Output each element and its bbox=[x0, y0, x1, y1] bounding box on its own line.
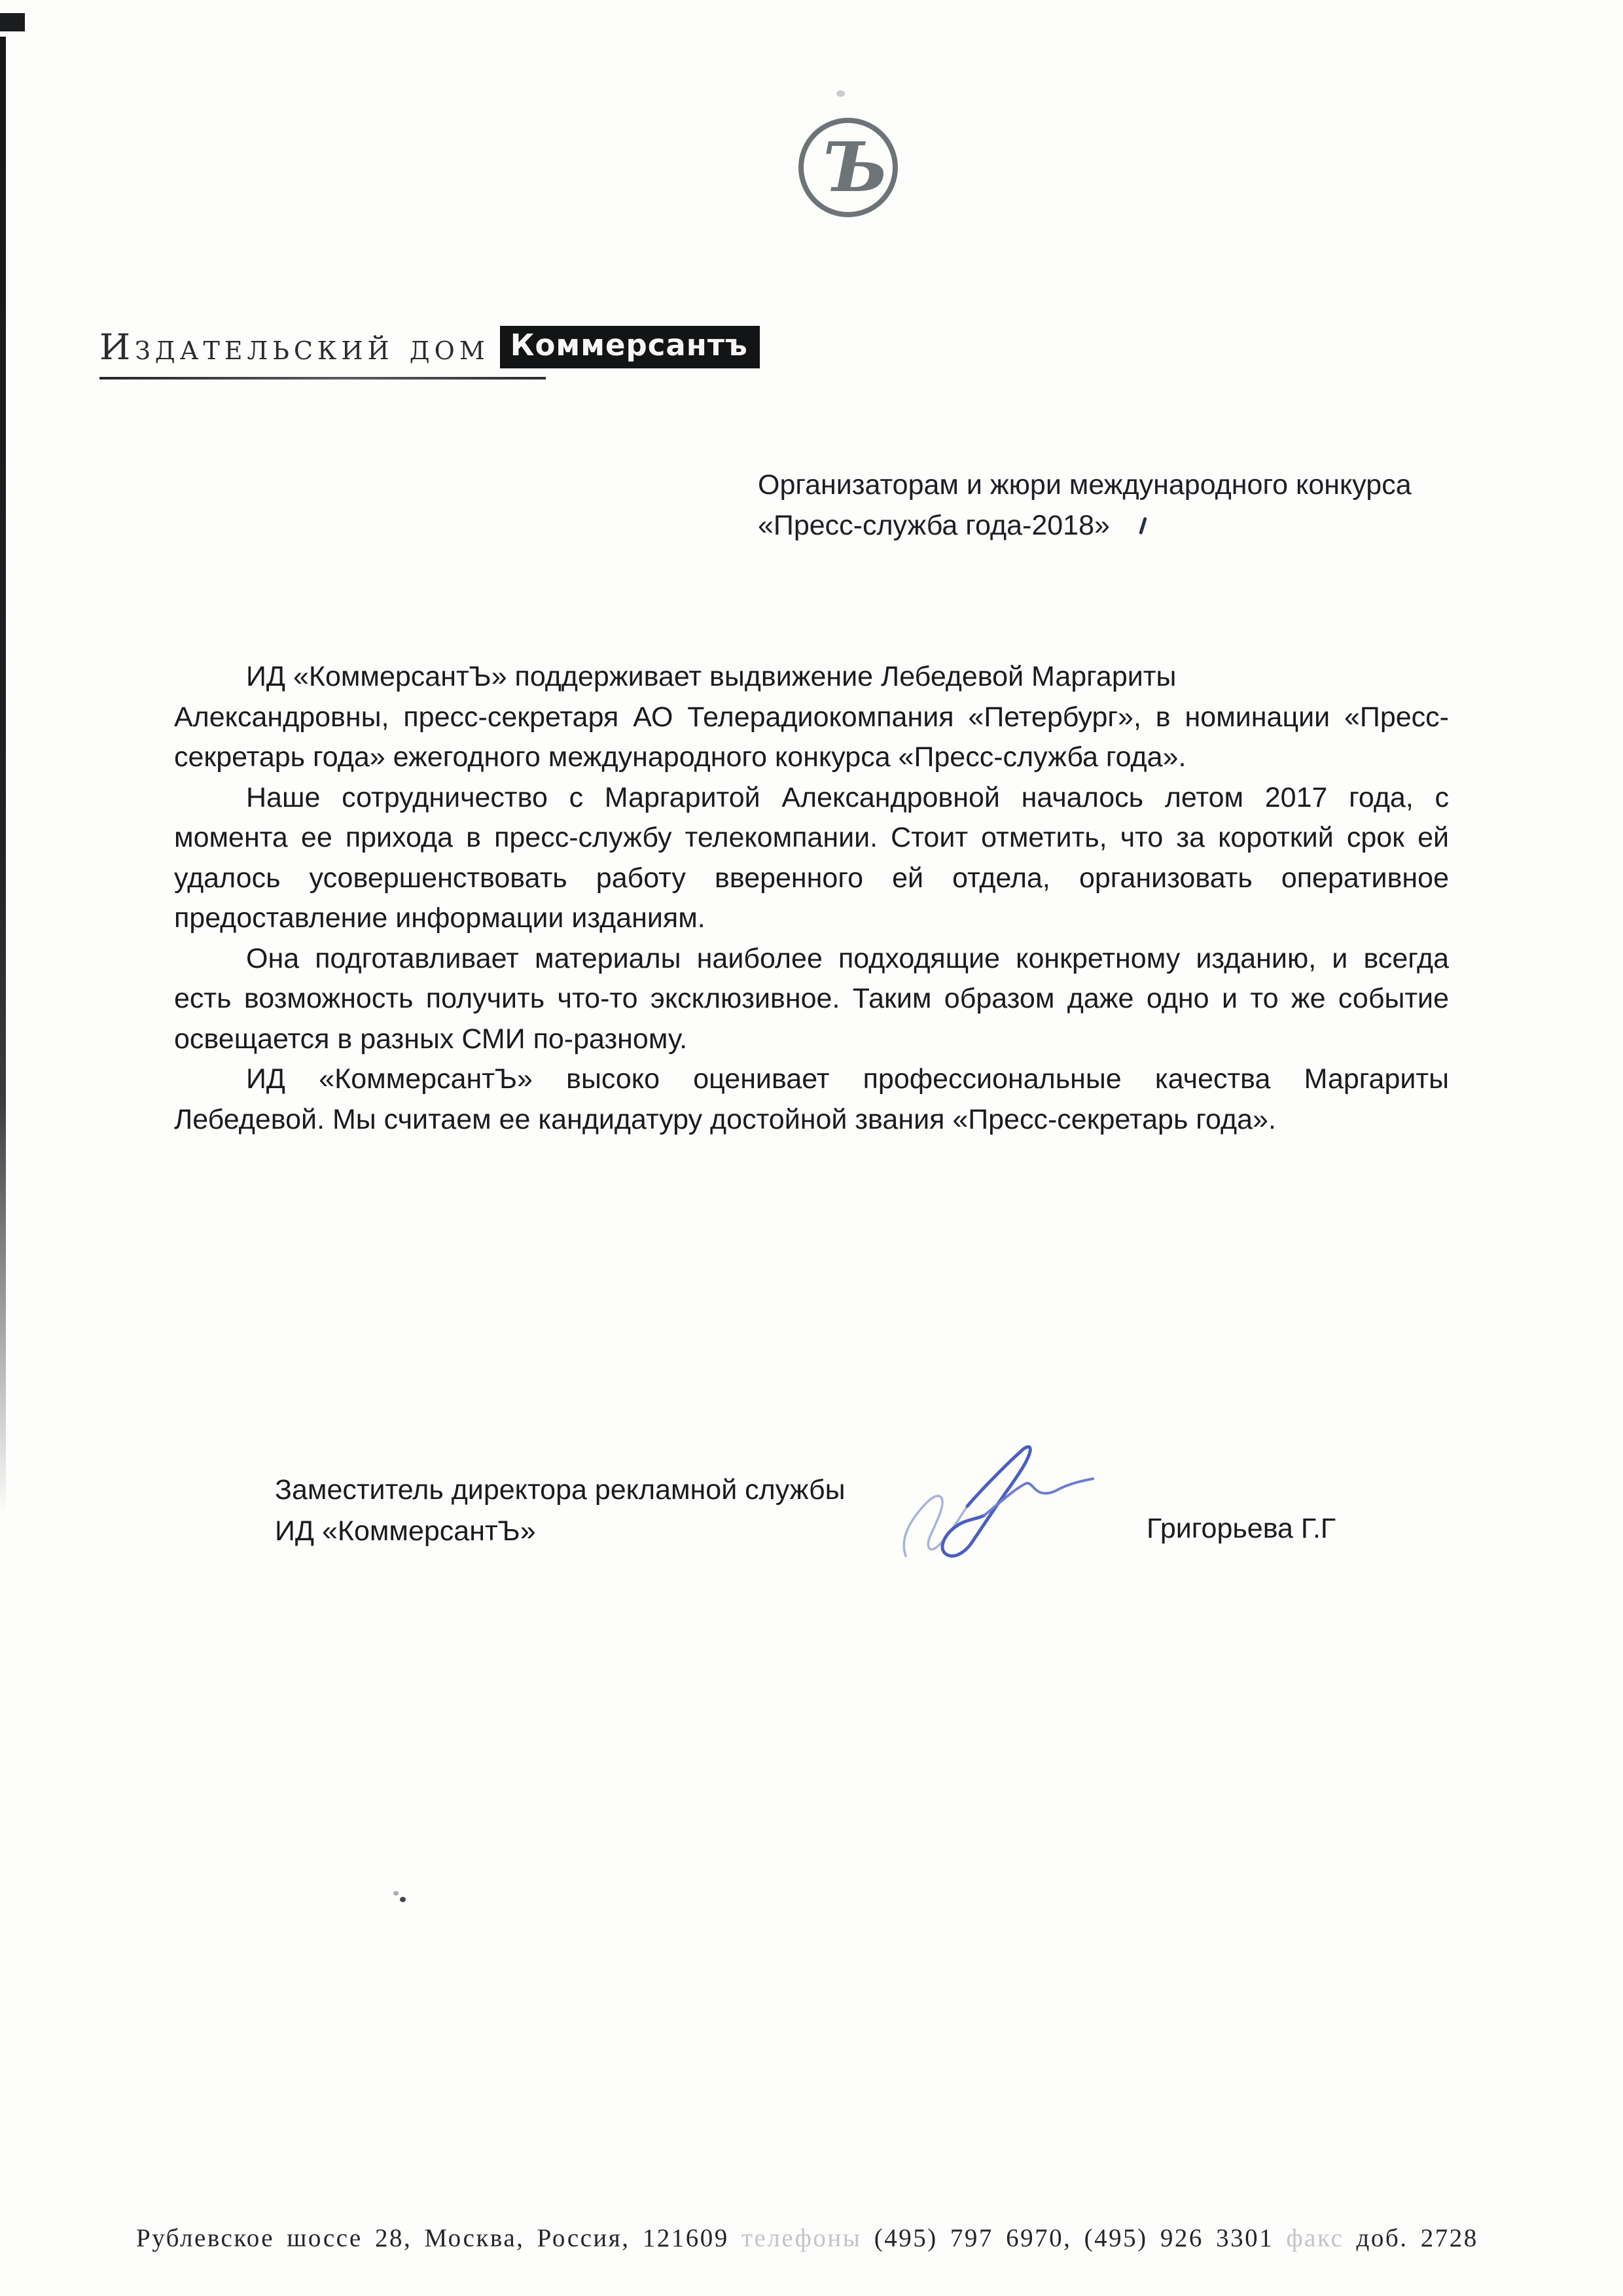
footer-extension: доб. 2728 bbox=[1356, 2224, 1478, 2252]
kommersant-logo bbox=[793, 115, 903, 220]
footer-phones-label: телефоны bbox=[741, 2224, 862, 2252]
addressee-line-2: «Пресс-служба года-2018» bbox=[758, 510, 1110, 541]
body-line: Лебедевой. Мы считаем ее кандидатуру достойной звания «Пресс-секретарь года». bbox=[174, 1103, 1276, 1135]
footer-contact-line bbox=[136, 2223, 1563, 2253]
body-line: ИД «КоммерсантЪ» поддерживает выдвижение Лебедевой Маргариты bbox=[246, 661, 1177, 692]
body-line: Александровны, пресс-секретаря АО Телерадиокомпания «Петербург», в номинации «Пресс- bbox=[174, 701, 1449, 733]
footer-address: Рублевское шоссе 28, Москва, Россия, 121609 bbox=[136, 2224, 729, 2252]
addressee-block bbox=[758, 465, 1543, 546]
body-line: освещается в разных СМИ по-разному. bbox=[174, 1023, 688, 1055]
signature-stroke-flourish bbox=[984, 1479, 1093, 1515]
letterhead-rule bbox=[99, 377, 546, 380]
signatory-title bbox=[275, 1470, 846, 1552]
body-line: ИД «КоммерсантЪ» высоко оценивает профессиональные качества Маргариты bbox=[246, 1063, 1449, 1095]
signatory-title-line-2: ИД «КоммерсантЪ» bbox=[275, 1515, 536, 1547]
letterhead bbox=[99, 326, 760, 368]
scan-speck bbox=[836, 90, 845, 97]
scan-artifact-corner-mark bbox=[0, 13, 25, 31]
footer-phones: (495) 797 6970, (495) 926 3301 bbox=[874, 2224, 1274, 2252]
handwritten-signature bbox=[899, 1443, 1098, 1577]
body-line: предоставление информации изданиям. bbox=[174, 902, 705, 934]
body-line: удалось усовершенствовать работу вверенного ей отдела, организовать оперативное bbox=[174, 862, 1449, 894]
body-line: секретарь года» ежегодного международного конкурса «Пресс-служба года». bbox=[174, 741, 1186, 773]
signer-name: Григорьева Г.Г bbox=[1147, 1513, 1336, 1544]
signature-stroke-main bbox=[942, 1447, 1030, 1556]
kommersant-logo-icon bbox=[793, 115, 903, 220]
body-line: Наше сотрудничество с Маргаритой Александровной началось летом 2017 года, с bbox=[246, 781, 1449, 813]
brand-badge: Коммерсантъ bbox=[500, 326, 760, 368]
body-line: Она подготавливает материалы наиболее подходящие конкретному изданию, и всегда bbox=[246, 942, 1449, 974]
scan-speck bbox=[400, 1897, 406, 1902]
scan-artifact-left-edge-bar bbox=[0, 37, 6, 1515]
signatory-title-line-1: Заместитель директора рекламной службы bbox=[275, 1474, 846, 1506]
footer-fax-label: факс bbox=[1286, 2224, 1344, 2252]
logo-glyph: Ъ bbox=[823, 127, 889, 207]
publisher-label: Издательский дом bbox=[99, 327, 490, 368]
body-line: есть возможность получить что-то эксклюзивное. Таким образом даже одно и то же событие bbox=[174, 983, 1449, 1014]
letter-body bbox=[174, 657, 1449, 1140]
addressee-line-1: Организаторам и жюри международного конкурса bbox=[758, 469, 1412, 501]
scan-speck bbox=[393, 1891, 399, 1896]
body-line: момента ее прихода в пресс-службу телекомпании. Стоит отметить, что за короткий срок ей bbox=[174, 822, 1449, 853]
